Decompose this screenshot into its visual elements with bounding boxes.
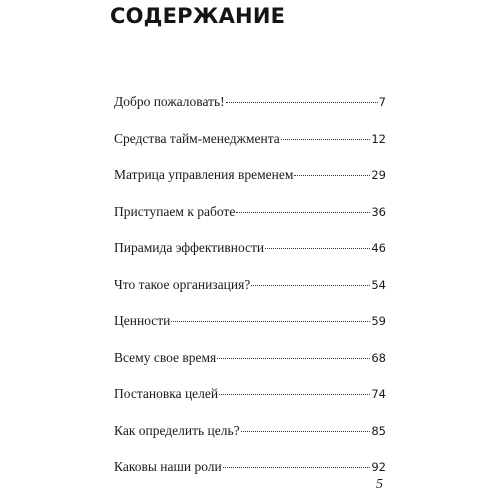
- toc-dot-leader: [217, 358, 370, 359]
- toc-entry-page: 68: [371, 350, 386, 365]
- toc-entry: [114, 313, 386, 350]
- toc-entry-title: Приступаем к работе: [114, 203, 236, 219]
- page-number: 5: [376, 477, 383, 492]
- toc-dot-leader: [226, 102, 378, 103]
- toc-entry-page: 29: [371, 168, 386, 182]
- toc-entry-title: Постановка целей: [114, 386, 219, 401]
- toc-entry: [114, 459, 386, 496]
- toc-dot-leader: [241, 431, 371, 432]
- toc-entry-page: 59: [371, 314, 386, 328]
- toc-entry-page: 92: [371, 460, 386, 474]
- toc-entry: [114, 131, 386, 168]
- toc-dot-leader: [236, 212, 370, 213]
- toc-entry-page: 74: [371, 387, 386, 401]
- toc-entry: [114, 204, 386, 241]
- toc-entry-page: 85: [371, 423, 386, 438]
- toc-entry-title: Ценности: [114, 313, 171, 328]
- toc-dot-leader: [294, 175, 370, 176]
- toc-list: [114, 94, 386, 496]
- toc-entry-title: Матрица управления временем: [114, 167, 294, 182]
- toc-entry-title: Пирамида эффективности: [114, 240, 265, 255]
- toc-entry-page: 54: [371, 277, 386, 292]
- toc-entry: [114, 423, 386, 460]
- toc-entry: [114, 94, 386, 131]
- toc-entry-title: Что такое организация?: [114, 276, 251, 292]
- toc-heading: СОДЕРЖАНИЕ: [110, 4, 286, 28]
- toc-dot-leader: [223, 467, 371, 468]
- toc-entry-title: Средства тайм-менеджмента: [114, 130, 280, 146]
- toc-entry-page: 7: [378, 95, 386, 109]
- toc-entry-title: Как определить цель?: [114, 422, 240, 438]
- toc-dot-leader: [171, 321, 370, 322]
- toc-dot-leader: [251, 285, 370, 286]
- toc-dot-leader: [281, 139, 371, 140]
- toc-entry: [114, 386, 386, 423]
- toc-entry: [114, 350, 386, 387]
- toc-entry: [114, 240, 386, 277]
- toc-entry-page: 46: [371, 241, 386, 255]
- toc-entry: [114, 167, 386, 204]
- toc-entry-title: Каковы наши роли: [114, 459, 222, 474]
- toc-entry-title: Всему свое время: [114, 349, 217, 365]
- toc-entry-page: 36: [371, 204, 386, 219]
- toc-entry-page: 12: [371, 131, 386, 146]
- toc-entry-title: Добро пожаловать!: [114, 94, 225, 109]
- toc-entry: [114, 277, 386, 314]
- toc-dot-leader: [265, 248, 370, 249]
- toc-dot-leader: [219, 394, 370, 395]
